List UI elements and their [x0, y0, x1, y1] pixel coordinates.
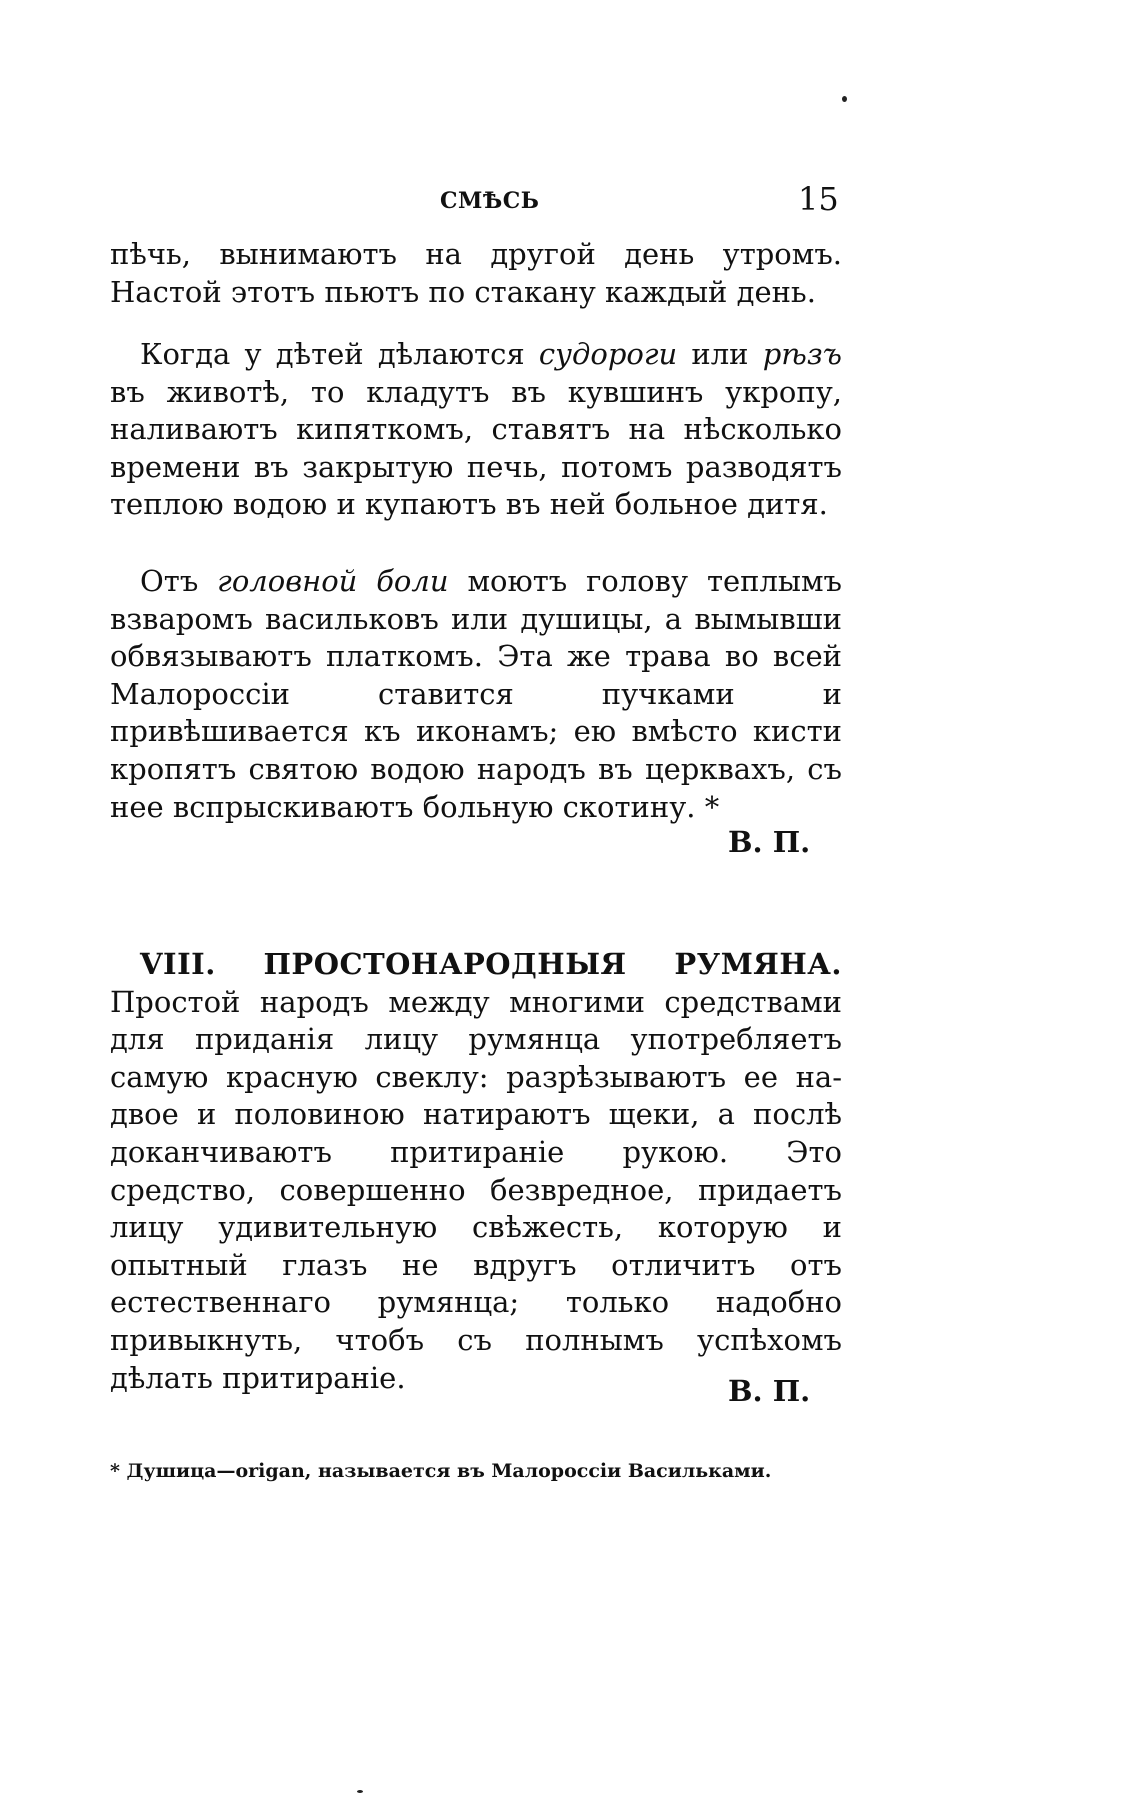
paragraph-rouge — [110, 946, 842, 1397]
paragraph-text: пѣчь, вынимаютъ на другой день утромъ. Настой этотъ пьютъ по стакану каждый день. — [110, 237, 842, 309]
paragraph-text: Простой народъ между многими средствами для приданія лицу румянца употребляетъ самую красную свеклу: разрѣзываютъ ее на-двое и половиною натираютъ щеки, а послѣ доканчиваютъ притираніе рукою. Это средство, совершенно безвредное, придаетъ лицу удивительную свѣжесть, которую и опытный глазъ не вдругъ отличитъ отъ естественнаго румянца; только надобно привыкнуть, чтобъ съ полнымъ успѣхомъ дѣлать притираніе. — [110, 984, 842, 1395]
paragraph-text: въ животѣ, то кладутъ въ кувшинъ укропу, наливаютъ кипяткомъ, ставятъ на нѣсколько времени въ закрытую печь, потомъ разводятъ теплою водою и купаютъ въ ней больное дитя. — [110, 374, 842, 522]
section-heading: VIII. ПРОСТОНАРОДНЫЯ РУМЯНА. — [140, 947, 842, 981]
paragraph-text: Отъ — [140, 564, 218, 598]
paragraph-text: моютъ голову теплымъ взваромъ васильковъ или душицы, а вымывши обвязываютъ платкомъ. Эта же трава во всей Малороссіи ставится пучками и привѣшивается къ иконамъ; ею вмѣсто кисти кропятъ святою водою народъ въ церквахъ, съ нее вспрыскиваютъ больную скотину. * — [110, 564, 842, 824]
ink-speck — [842, 96, 847, 102]
italic-term: рѣзъ — [762, 337, 842, 371]
page-header — [0, 180, 1140, 220]
footnote: * Душица—origan, называется въ Малороссіи Васильками. — [110, 1460, 772, 1482]
ink-speck — [357, 1790, 363, 1793]
paragraph-headache — [110, 563, 842, 826]
paragraph-continuation — [110, 236, 842, 311]
italic-term: головной боли — [217, 564, 449, 598]
italic-term: судороги — [538, 337, 678, 371]
running-title: СМѢСЬ — [440, 188, 540, 214]
paragraph-convulsions — [110, 336, 842, 524]
signature: В. П. — [728, 1374, 811, 1408]
paragraph-text: Когда у дѣтей дѣлаются — [140, 337, 539, 371]
paragraph-text: или — [677, 337, 763, 371]
page-number: 15 — [798, 180, 839, 218]
signature: В. П. — [728, 825, 811, 859]
